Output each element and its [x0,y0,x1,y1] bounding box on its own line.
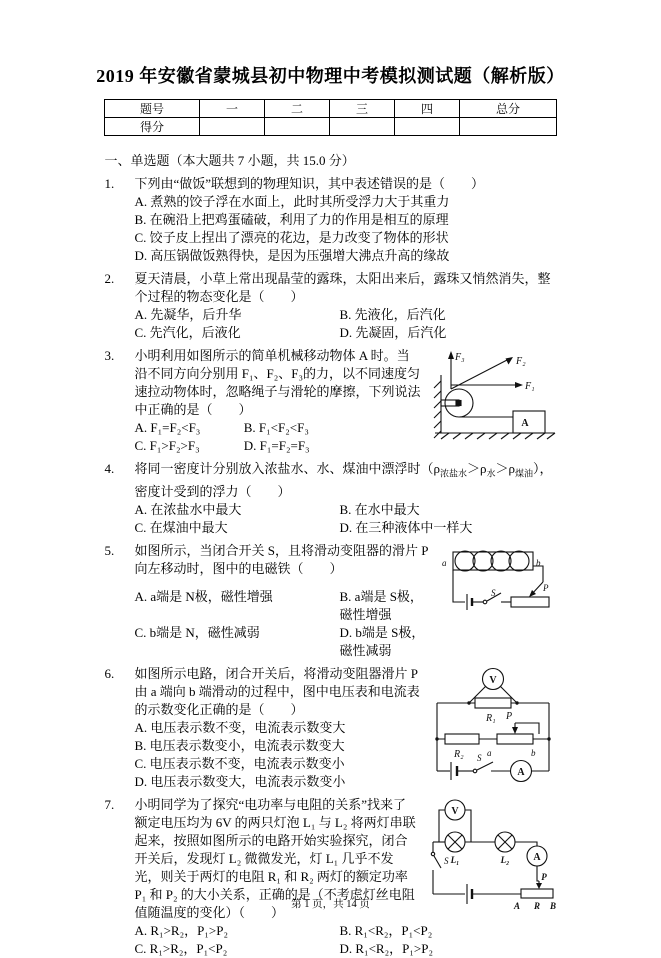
option-b: B. 先液化，后汽化 [339,307,446,322]
exam-content [105,150,557,958]
voltmeter-label: V [488,674,497,686]
force-label-f3: F₃ [454,352,465,363]
page-title: 2019 年安徽省蒙城县初中物理中考模拟测试题（解析版） [96,66,565,86]
terminal-label-b: b [530,747,535,758]
rho-subscript: 水 [486,468,496,479]
box-label-a: A [520,418,529,429]
rho-subscript: 浓盐水 [440,468,468,479]
option-d: D. R₁<R₂，P₁>P₂ [339,940,433,956]
option-a: A. 在浓盐水中最大 [134,501,242,517]
score-table-score-row [105,118,557,136]
option-a: A. 先凝华，后升华 [134,307,242,322]
question-stem: 如图所示，当闭合开关 S，且将滑动变阻器的滑片 P 向左移动时，图中的电磁铁（ ） [134,542,428,576]
stem-text: ），密度计受到的浮力（ ） [134,461,553,499]
score-table-cell: 二 [265,100,330,118]
option-a: A. 煮熟的饺子浮在水面上，此时其所受浮力大于其重力 [134,194,450,209]
question-7 [105,796,557,958]
option-a: A. F₁=F₂<F₃ [134,420,201,435]
score-table-cell: 三 [330,100,395,118]
ammeter-label: A [516,766,525,778]
switch-label-s: S [476,752,481,763]
question-6 [105,665,557,791]
score-table-empty-cell [200,118,265,136]
question-stem: 夏天清晨，小草上常出现晶莹的露珠，太阳出来后，露珠又悄然消失，整个过程的物态变化是（ ） [134,271,551,304]
score-table-cell: 得分 [105,118,200,136]
option-c: C. 电压表示数不变，电流表示数变小 [134,755,345,771]
option-d: D. 在三种液体中一样大 [339,519,473,535]
circuit-figure-q6 [429,665,557,787]
option-b: B. 在水中最大 [339,501,420,517]
option-c: C. F₁>F₂>F₃ [134,438,200,453]
rheostat-label-r: R [533,900,540,911]
page-footer: 第 1 页，共 14 页 [291,899,370,910]
question-2 [105,270,557,342]
question-stem: 下列由“做饭”联想到的物理知识，其中表述错误的是（ ） [134,176,485,191]
option-b: B. 电压表示数变小，电流表示数变大 [134,737,345,753]
option-c: C. b端是 N，磁性减弱 [134,624,260,640]
slider-label-p: P [505,710,512,722]
terminal-label-a: a [486,747,491,758]
option-a: A. R₁>R₂，P₁>P₂ [134,922,228,938]
question-5 [105,542,557,660]
option-d: D. F₁=F₂=F₃ [243,438,310,453]
option-d: D. b端是 S极，磁性减弱 [339,624,425,658]
score-table-empty-cell [395,118,460,136]
rheostat-terminal-a: A [513,900,520,911]
option-d: D. 电压表示数变大，电流表示数变小 [134,773,346,789]
section-heading: 一、单选题（本大题共 7 小题，共 15.0 分） [104,153,355,168]
score-table-empty-cell [265,118,330,136]
score-table-cell: 总分 [460,100,557,118]
switch-label-s: S [490,587,495,598]
rho-subscript: 煤油 [515,468,534,479]
question-number: 6. [104,665,115,681]
option-b: B. 在碗沿上把鸡蛋磕破，利用了力的作用是相互的原理 [134,212,449,227]
question-number: 2. [104,271,115,286]
option-b: B. R₁<R₂，P₁<P₂ [339,922,433,938]
score-table-empty-cell [330,118,395,136]
question-number: 3. [104,348,115,363]
coil-end-label-a: a [441,557,446,568]
voltmeter-label: V [450,805,459,817]
question-number: 4. [104,461,115,476]
bulb-label-l1: L₁ [450,854,459,865]
question-1 [105,175,557,265]
option-b: B. F₁<F₂<F₃ [243,420,309,435]
coil-end-label-b: b [535,557,540,568]
question-number: 7. [104,796,115,812]
question-stem: 小明利用如图所示的简单机械移动物体 A 时。当沿不同方向分别用 F₁、F₂、F₃的力，以不同速度匀速拉动物体时，忽略绳子与滑轮的摩擦，下列说法中正确的是（ ） [134,348,421,417]
question-stem: 小明同学为了探究“电功率与电阻的关系”找来了额定电压均为 6V 的两只灯泡 L₁ 与 L₂ 将两灯串联起来，按照如图所示的电路开始实验探究，闭合开关后，发现灯 L₂ 微微发光，灯 L₁ 几乎不发光，则关于两灯的电阻 R₁ 和 R₂ 两灯的额定功率 P₁ 和 P₂ 的大小关系，正确的是（不考虑灯丝电阻值随温度的变化）（ ） [134,796,416,920]
question-3 [105,347,557,455]
option-d: D. 高压锅做饭熟得快，是因为压强增大沸点升高的缘故 [134,248,450,263]
option-c: C. 先汽化，后液化 [134,325,241,340]
electromagnet-figure [439,542,557,614]
score-table-cell: 四 [395,100,460,118]
option-b: B. a端是 S极，磁性增强 [339,588,423,622]
force-label-f2: F₂ [515,356,526,367]
rheostat-terminal-b: B [549,900,556,911]
question-stem: 如图所示电路，闭合开关后，将滑动变阻器滑片 P 由 a 端向 b 端滑动的过程中，图中电压表和电流表的示数变化正确的是（ ） [134,665,420,717]
question-4 [105,460,557,537]
resistor-label-r2: R₂ [453,748,464,760]
force-label-f1: F₁ [524,381,535,392]
score-table-empty-cell [460,118,557,136]
option-a: A. 电压表示数不变，电流表示数变大 [134,719,346,735]
score-table-header-row [105,100,557,118]
resistor-label-r1: R₁ [485,712,496,724]
question-stem [135,460,557,501]
stem-text: ＞ρ [467,461,487,476]
score-table-cell: 题号 [105,100,200,118]
question-number: 5. [104,542,115,558]
score-table-cell: 一 [200,100,265,118]
option-a: A. a端是 N极，磁性增强 [134,588,273,604]
slider-label-p: P [542,582,548,593]
pulley-figure [427,347,557,439]
switch-label-s: S [443,855,448,866]
slider-label-p: P [540,871,547,882]
option-d: D. 先凝固，后汽化 [339,325,447,340]
option-c: C. R₁>R₂，P₁<P₂ [134,940,228,956]
stem-text: ＞ρ [495,461,516,476]
ammeter-label: A [532,851,541,863]
question-number: 1. [104,176,115,191]
option-c: C. 饺子皮上捏出了漂亮的花边，是力改变了物体的形状 [134,230,449,245]
stem-text: 将同一密度计分别放入浓盐水、水、煤油中漂浮时（ρ [134,461,440,476]
score-table [104,99,557,136]
option-c: C. 在煤油中最大 [134,519,228,535]
bulb-label-l2: L₂ [500,854,509,865]
